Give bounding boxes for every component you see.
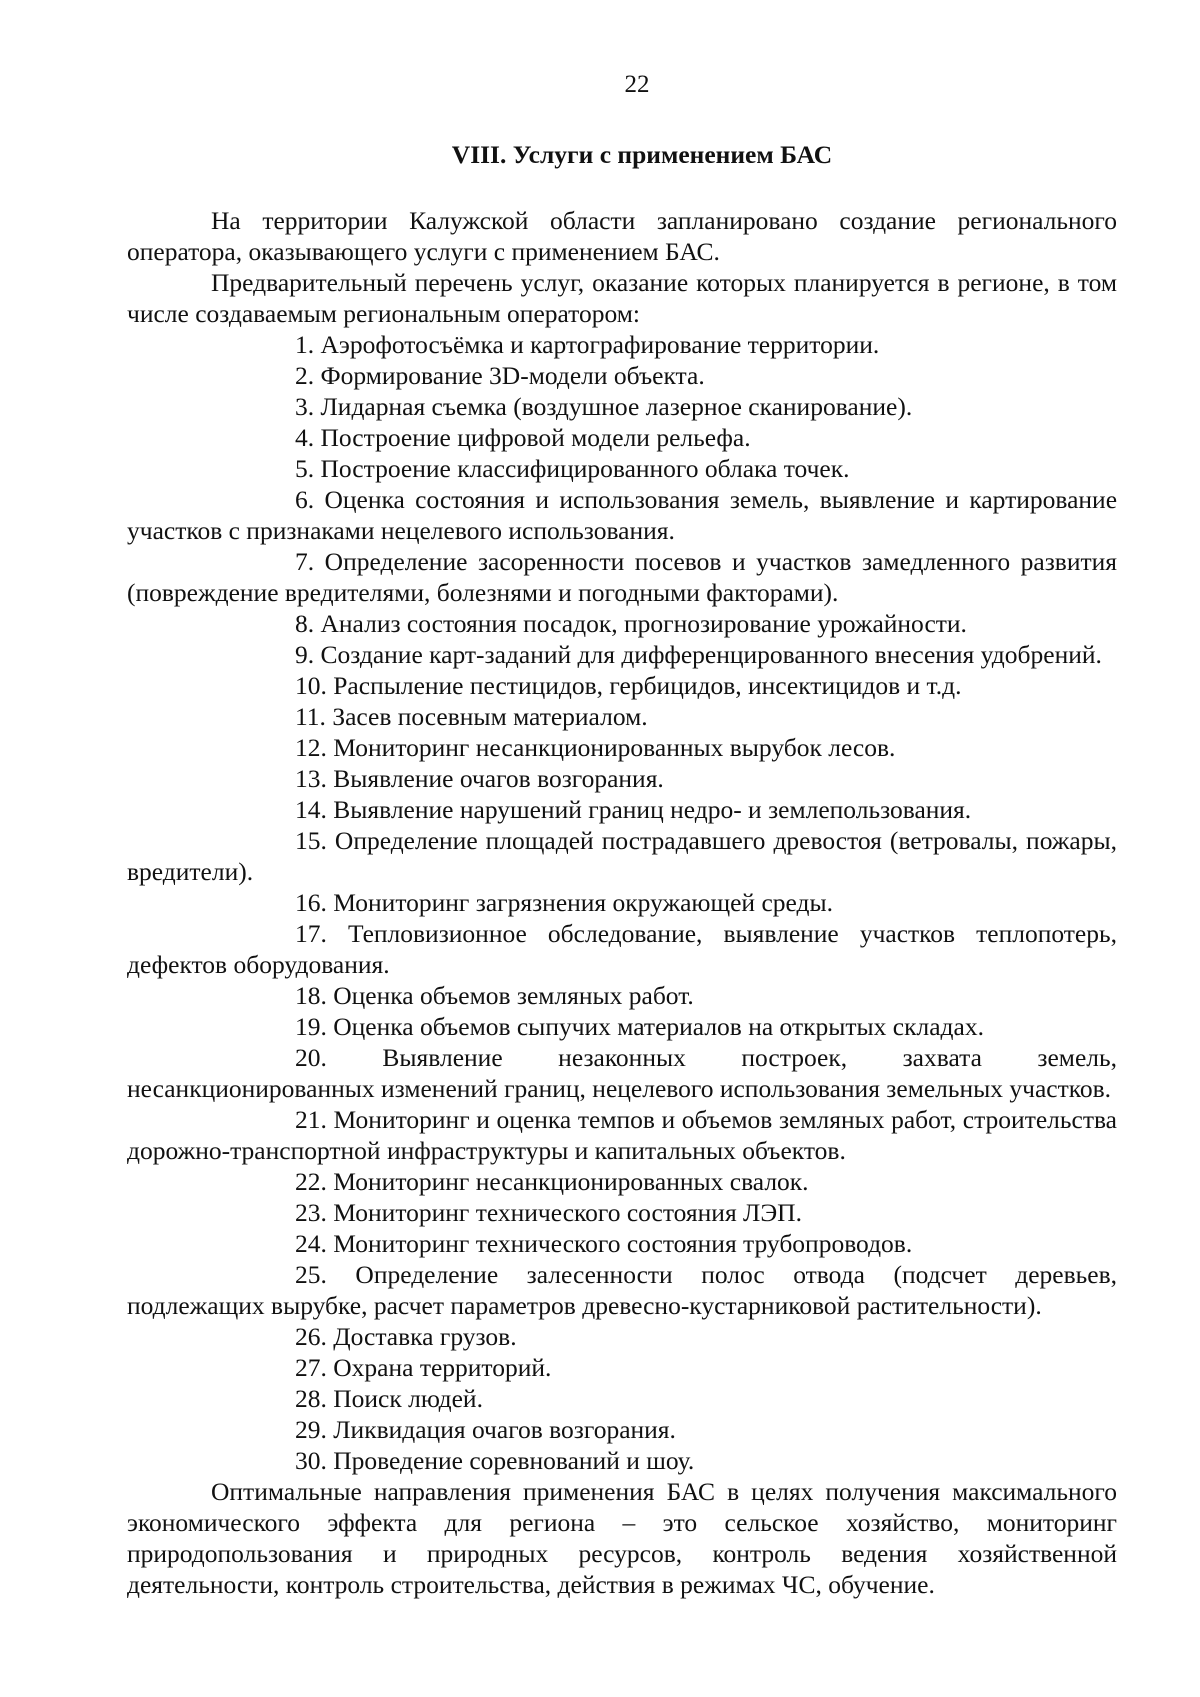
- list-item: [127, 453, 1117, 484]
- list-item-number: 8.: [295, 609, 315, 638]
- list-item: [127, 887, 1117, 918]
- list-item-text: Аэрофотосъёмка и картографирование территории.: [320, 330, 880, 359]
- list-item-text: Построение классифицированного облака точек.: [320, 454, 850, 483]
- list-item: [127, 422, 1117, 453]
- list-item: [127, 360, 1117, 391]
- list-item-text: Выявление незаконных построек, захвата земель, несанкционированных изменений границ, нецелевого использования земельных участков.: [127, 1043, 1117, 1103]
- list-item-text: Оценка объемов земляных работ.: [333, 981, 694, 1010]
- list-item-number: 28.: [295, 1384, 327, 1413]
- list-item-text: Построение цифровой модели рельефа.: [320, 423, 751, 452]
- list-item-number: 30.: [295, 1446, 327, 1475]
- list-item: [127, 1042, 1117, 1104]
- list-item-text: Тепловизионное обследование, выявление участков теплопотерь, дефектов оборудования.: [127, 919, 1118, 979]
- list-item-number: 10.: [295, 671, 327, 700]
- list-item: [127, 1352, 1117, 1383]
- closing-paragraph: Оптимальные направления применения БАС в целях получения максимального экономического эффекта для региона – это сельское хозяйство, мониторинг природопользования и природных ресурсов, контроль ведения хозяйственной деятельности, контроль строительства, действия в режимах ЧС, обучение.: [127, 1477, 1117, 1599]
- list-item-text: Определение площадей пострадавшего древостоя (ветровалы, пожары, вредители).: [127, 826, 1118, 886]
- list-item-number: 12.: [295, 733, 327, 762]
- list-item-text: Оценка состояния и использования земель, выявление и картирование участков с признаками нецелевого использования.: [127, 485, 1118, 545]
- list-item: [127, 1259, 1117, 1321]
- list-item-text: Мониторинг технического состояния трубопроводов.: [333, 1229, 913, 1258]
- list-item: [127, 1011, 1117, 1042]
- list-item: [127, 1104, 1117, 1166]
- list-item-number: 26.: [295, 1322, 327, 1351]
- list-item: [127, 980, 1117, 1011]
- list-item-number: 11.: [295, 702, 326, 731]
- list-item: [127, 825, 1117, 887]
- list-item-number: 20.: [295, 1043, 327, 1072]
- document-body: [127, 205, 1117, 1600]
- list-item-number: 14.: [295, 795, 327, 824]
- list-item-text: Ликвидация очагов возгорания.: [333, 1415, 676, 1444]
- list-item: [127, 1383, 1117, 1414]
- list-item: [127, 732, 1117, 763]
- list-item-text: Выявление очагов возгорания.: [333, 764, 664, 793]
- list-item-number: 9.: [295, 640, 315, 669]
- list-item-text: Распыление пестицидов, гербицидов, инсектицидов и т.д.: [333, 671, 962, 700]
- list-item-number: 27.: [295, 1353, 327, 1382]
- page-number: 22: [624, 71, 650, 98]
- intro-paragraph: На территории Калужской области запланировано создание регионального оператора, оказывающего услуги с применением БАС.: [127, 206, 1117, 266]
- list-item-text: Определение залесенности полос отвода (подсчет деревьев, подлежащих вырубке, расчет параметров древесно-кустарниковой растительности).: [127, 1260, 1117, 1320]
- list-item-text: Мониторинг технического состояния ЛЭП.: [333, 1198, 802, 1227]
- list-item-number: 15.: [295, 826, 327, 855]
- list-item-text: Мониторинг загрязнения окружающей среды.: [333, 888, 833, 917]
- list-item: [127, 639, 1117, 670]
- list-item: [127, 1228, 1117, 1259]
- list-item-text: Выявление нарушений границ недро- и землепользования.: [333, 795, 972, 824]
- list-item: [127, 329, 1117, 360]
- list-item: [127, 608, 1117, 639]
- list-item: [127, 1197, 1117, 1228]
- list-item: [127, 1166, 1117, 1197]
- list-item-text: Лидарная съемка (воздушное лазерное сканирование).: [320, 392, 913, 421]
- document-page: [127, 70, 1117, 1600]
- list-item-text: Анализ состояния посадок, прогнозирование урожайности.: [320, 609, 967, 638]
- list-item-text: Мониторинг и оценка темпов и объемов земляных работ, строительства дорожно-транспортной инфраструктуры и капитальных объектов.: [127, 1105, 1118, 1165]
- list-item: [127, 670, 1117, 701]
- list-item-number: 1.: [295, 330, 315, 359]
- list-item-text: Мониторинг несанкционированных свалок.: [333, 1167, 809, 1196]
- list-item-number: 16.: [295, 888, 327, 917]
- services-list: [127, 329, 1117, 1476]
- list-item: [127, 918, 1117, 980]
- list-item: [127, 484, 1117, 546]
- list-item-number: 2.: [295, 361, 315, 390]
- list-item: [127, 794, 1117, 825]
- list-item: [127, 1414, 1117, 1445]
- list-item: [127, 763, 1117, 794]
- list-item: [127, 391, 1117, 422]
- list-item-text: Поиск людей.: [333, 1384, 483, 1413]
- intro-paragraph: Предварительный перечень услуг, оказание которых планируется в регионе, в том числе создаваемым региональным оператором:: [127, 268, 1117, 328]
- list-item-number: 5.: [295, 454, 315, 483]
- section-heading: VIII. Услуги с применением БАС: [451, 140, 833, 169]
- list-item-number: 21.: [295, 1105, 327, 1134]
- list-item-number: 3.: [295, 392, 315, 421]
- list-item-number: 23.: [295, 1198, 327, 1227]
- list-item-number: 4.: [295, 423, 315, 452]
- list-item-number: 29.: [295, 1415, 327, 1444]
- list-item: [127, 701, 1117, 732]
- list-item-text: Мониторинг несанкционированных вырубок лесов.: [333, 733, 896, 762]
- list-item-number: 13.: [295, 764, 327, 793]
- list-item-text: Охрана территорий.: [333, 1353, 552, 1382]
- list-item-number: 25.: [295, 1260, 327, 1289]
- list-item-text: Определение засоренности посевов и участков замедленного развития (повреждение вредителями, болезнями и погодными факторами).: [127, 547, 1117, 607]
- list-item: [127, 1321, 1117, 1352]
- list-item-text: Формирование 3D-модели объекта.: [320, 361, 705, 390]
- list-item-text: Оценка объемов сыпучих материалов на открытых складах.: [333, 1012, 984, 1041]
- list-item-text: Проведение соревнований и шоу.: [333, 1446, 695, 1475]
- list-item-number: 22.: [295, 1167, 327, 1196]
- list-item: [127, 546, 1117, 608]
- list-item-text: Доставка грузов.: [333, 1322, 517, 1351]
- list-item-number: 17.: [295, 919, 327, 948]
- list-item-number: 19.: [295, 1012, 327, 1041]
- list-item-text: Засев посевным материалом.: [332, 702, 648, 731]
- list-item-number: 18.: [295, 981, 327, 1010]
- list-item-number: 24.: [295, 1229, 327, 1258]
- list-item-number: 6.: [295, 485, 315, 514]
- list-item: [127, 1445, 1117, 1476]
- list-item-number: 7.: [295, 547, 315, 576]
- list-item-text: Создание карт-заданий для дифференцированного внесения удобрений.: [320, 640, 1102, 669]
